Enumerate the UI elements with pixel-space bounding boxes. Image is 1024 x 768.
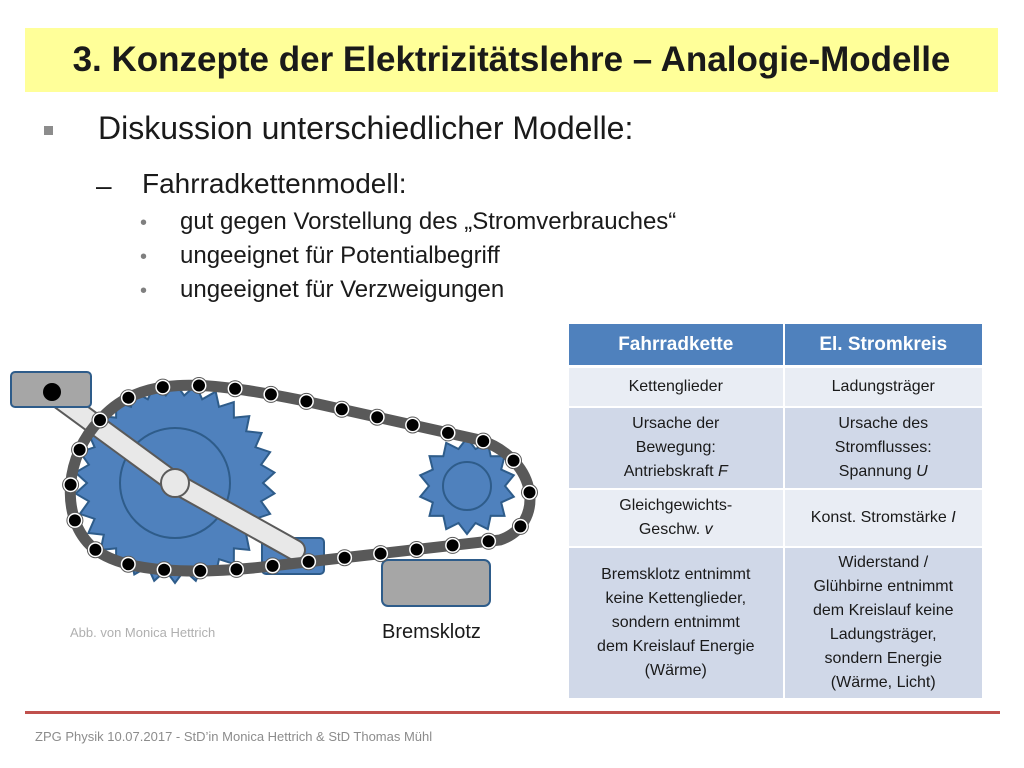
bullet-level2: Fahrradkettenmodell: (142, 168, 407, 199)
table-cell: Konst. Stromstärke I (785, 490, 984, 548)
chain-link-dot (69, 514, 81, 526)
table-header-circuit: El. Stromkreis (785, 324, 984, 368)
pedal-axle-dot (43, 383, 61, 401)
bullet-level3-3: ungeeignet für Verzweigungen (180, 276, 505, 303)
chain-link-dot (524, 486, 536, 498)
chain-link-dot (336, 403, 348, 415)
chain-link-dot (303, 556, 315, 568)
chain-link-dot (74, 444, 86, 456)
chain-link-dot (122, 558, 134, 570)
bullet-level3-1: gut gegen Vorstellung des „Stromverbrauches“ (180, 208, 677, 235)
table-cell: Bremsklotz entnimmt keine Kettenglieder, sondern entnimmt dem Kreislauf Energie (Wärme) (569, 548, 785, 700)
table-header-bicycle-chain: Fahrradkette (569, 324, 785, 368)
chain-link-dot (65, 479, 77, 491)
dot-bullet-icon: • (140, 280, 148, 302)
bicycle-chain-diagram (0, 365, 560, 665)
chain-link-dot (514, 520, 526, 532)
chain-link-dot (371, 411, 383, 423)
chain-link-dot (122, 392, 134, 404)
chain-link-dot (94, 414, 106, 426)
chain-link-dot (157, 381, 169, 393)
table-cell: Gleichgewichts- Geschw. v (569, 490, 785, 548)
chain-link-dot (158, 564, 170, 576)
chain-link-dot (442, 427, 454, 439)
chain-link-dot (231, 563, 243, 575)
chain-link-dot (447, 539, 459, 551)
brake-block-label: Bremsklotz (382, 621, 481, 643)
square-bullet-icon (44, 126, 53, 135)
chain-link-dot (375, 548, 387, 560)
crank-axle (161, 469, 189, 497)
chain-link-dot (267, 560, 279, 572)
chain-link-dot (407, 419, 419, 431)
table-cell: Widerstand / Glühbirne entnimmt dem Kreislauf keine Ladungsträger, sondern Energie (Wärme, Licht) (785, 548, 984, 700)
table-cell: Kettenglieder (569, 368, 785, 408)
bullet-level1: Diskussion unterschiedlicher Modelle: (98, 110, 634, 146)
chain-link-dot (229, 383, 241, 395)
image-credit: Abb. von Monica Hettrich (70, 625, 216, 640)
title-bar (25, 28, 998, 92)
chain-link-dot (508, 455, 520, 467)
bullet-level3-2: ungeeignet für Potentialbegriff (180, 242, 500, 269)
slide-title: 3. Konzepte der Elektrizitätslehre – Analogie-Modelle (72, 40, 951, 79)
chain-link-dot (477, 435, 489, 447)
footer-divider (25, 711, 1000, 714)
table-row (569, 408, 984, 490)
dot-bullet-icon: • (140, 212, 148, 234)
chain-link-dot (265, 388, 277, 400)
table-row (569, 368, 984, 408)
dot-bullet-icon: • (140, 246, 148, 268)
chain-link-dot (411, 544, 423, 556)
chain-link-dot (483, 535, 495, 547)
footer-text: ZPG Physik 10.07.2017 - StD’in Monica Hettrich & StD Thomas Mühl (35, 729, 433, 744)
table-cell: Ladungsträger (785, 368, 984, 408)
chain-link-dot (89, 544, 101, 556)
chain-link-dot (193, 380, 205, 392)
table-cell: Ursache des Stromflusses: Spannung U (785, 408, 984, 490)
comparison-table (569, 324, 984, 700)
chain-link-dot (194, 565, 206, 577)
chain-link-dot (339, 552, 351, 564)
table-row (569, 490, 984, 548)
chain-link-dot (300, 395, 312, 407)
dash-bullet-icon: – (96, 170, 112, 201)
table-row (569, 548, 984, 700)
brake-block (382, 560, 490, 606)
table-cell: Ursache der Bewegung: Antriebskraft F (569, 408, 785, 490)
